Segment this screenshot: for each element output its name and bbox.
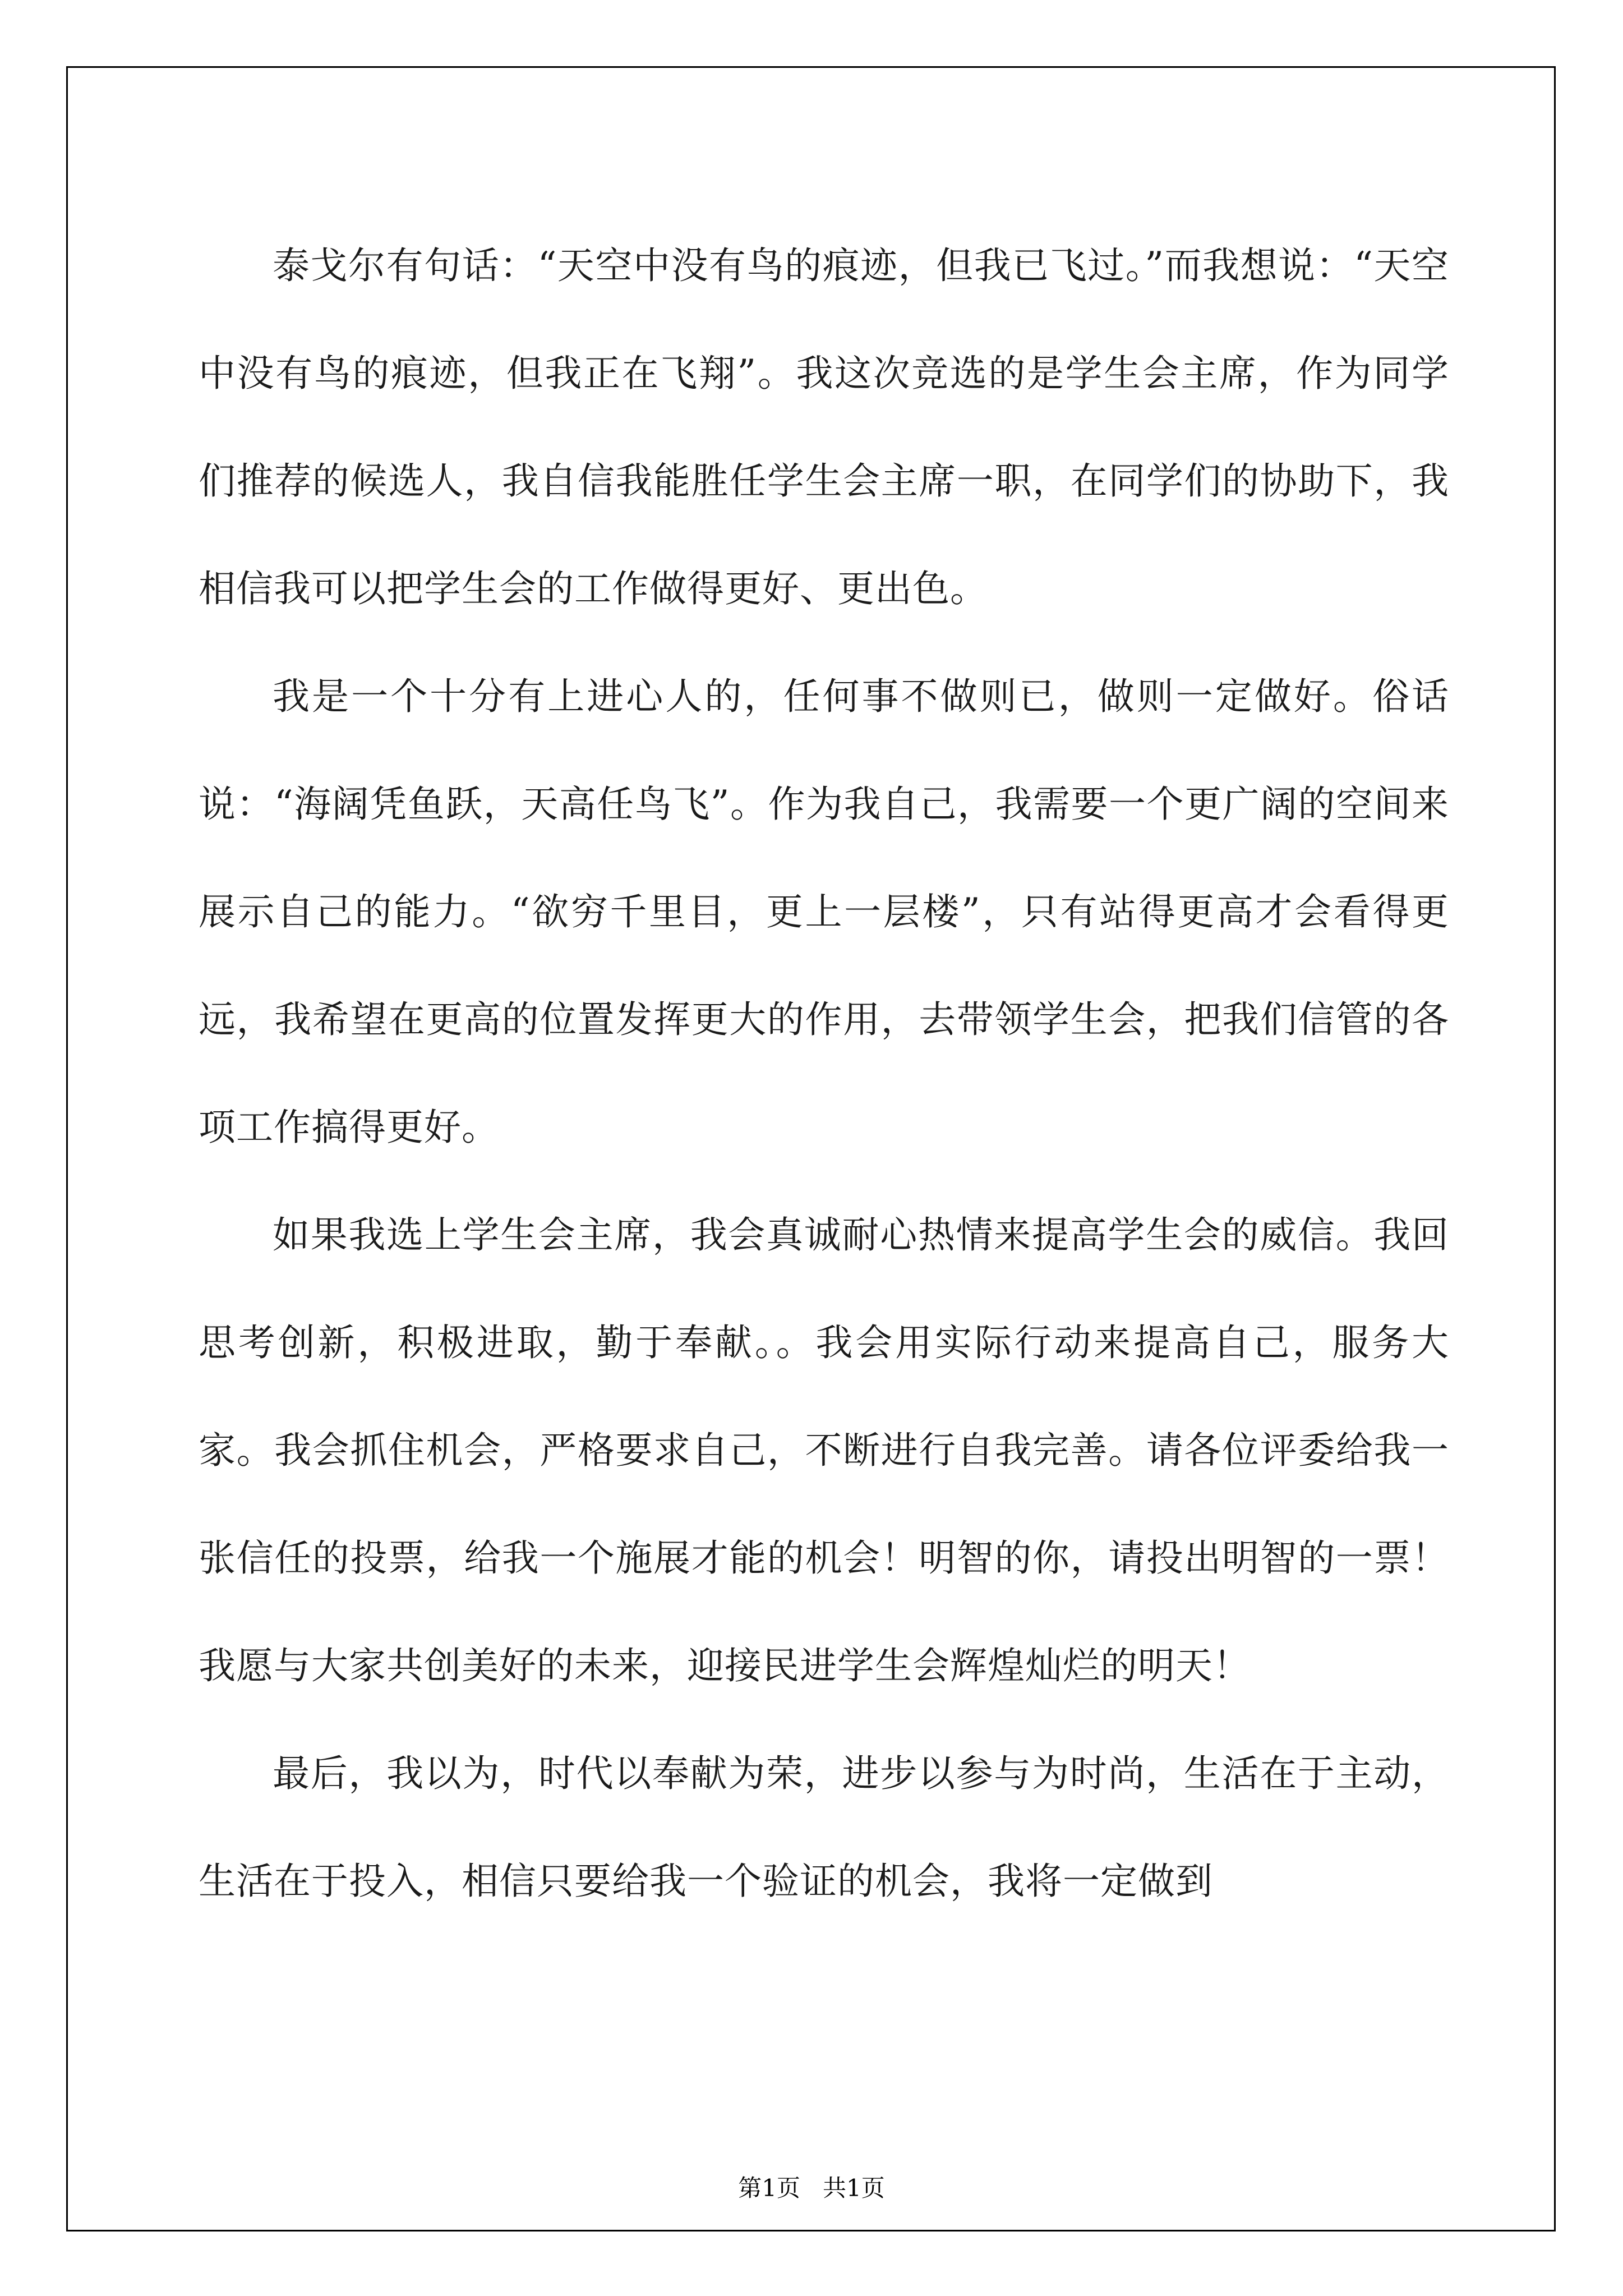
page-footer: 第1页 共1页 [738, 2174, 885, 2202]
document-body [199, 212, 1449, 1935]
paragraph-1: 泰戈尔有句话：“天空中没有鸟的痕迹，但我已飞过。”而我想说：“天空中没有鸟的痕迹，但我正在飞翔”。我这次竞选的是学生会主席，作为同学们推荐的候选人，我自信我能胜任学生会主席一职，在同学们的协助下，我相信我可以把学生会的工作做得更好、更出色。 [199, 244, 1449, 610]
paragraph-2: 我是一个十分有上进心人的，任何事不做则已，做则一定做好。俗话说：“海阔凭鱼跃，天高任鸟飞”。作为我自己，我需要一个更广阔的空间来展示自己的能力。“欲穷千里目，更上一层楼”，只有站得更高才会看得更远，我希望在更高的位置发挥更大的作用，去带领学生会，把我们信管的各项工作搞得更好。 [199, 675, 1449, 1149]
paragraph-4: 最后，我以为，时代以奉献为荣，进步以参与为时尚，生活在于主动，生活在于投入，相信只要给我一个验证的机会，我将一定做到 [199, 1752, 1449, 1903]
paragraph-3: 如果我选上学生会主席，我会真诚耐心热情来提高学生会的威信。我回思考创新，积极进取，勤于奉献。。我会用实际行动来提高自己，服务大家。我会抓住机会，严格要求自己，不断进行自我完善。请各位评委给我一张信任的投票，给我一个施展才能的机会！明智的你，请投出明智的一票！我愿与大家共创美好的未来，迎接民进学生会辉煌灿烂的明天！ [199, 1213, 1449, 1687]
